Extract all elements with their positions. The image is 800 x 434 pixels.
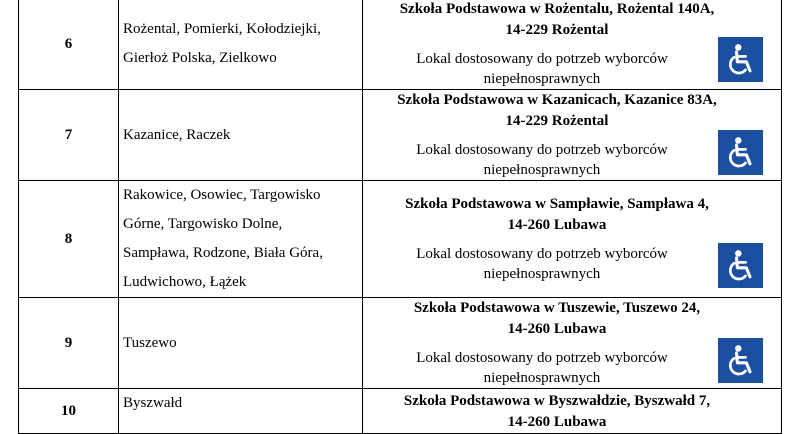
area-line: Rożental, Pomierki, Kołodziejki, [123, 21, 321, 37]
note-line: Lokal dostosowany do potrzeb wyborców [416, 350, 668, 366]
address-line: 14-229 Rożental [505, 113, 609, 129]
location-address [363, 389, 781, 433]
location-address [363, 0, 781, 41]
address-line: Szkoła Podstawowa w Byszwałdzie, Byszwałd 7, [403, 393, 711, 409]
district-area [119, 90, 363, 181]
table-row [19, 90, 782, 181]
table-row [19, 0, 782, 90]
district-area [119, 181, 363, 298]
note-line: niepełnosprawnych [483, 266, 601, 282]
district-number: 8 [19, 181, 119, 298]
area-line: Sampława, Rodzone, Biała Góra, [123, 245, 323, 261]
table-row [19, 298, 782, 389]
area-line: Tuszewo [123, 334, 177, 351]
area-line: Byszwałd [123, 395, 183, 411]
table-row [19, 181, 782, 298]
address-line: 14-260 Lubawa [507, 217, 607, 233]
note-line: niepełnosprawnych [483, 370, 601, 386]
note-line: niepełnosprawnych [483, 71, 601, 87]
district-area [119, 389, 363, 434]
address-line: 14-260 Lubawa [507, 321, 607, 337]
address-line: Szkoła Podstawowa w Kazanicach, Kazanice 83A, [397, 92, 717, 108]
address-line: Szkoła Podstawowa w Rożentalu, Rożental 140A, [399, 1, 715, 17]
wheelchair-accessible-icon [718, 243, 763, 288]
polling-stations-table [18, 0, 782, 434]
area-line: Gierłoż Polska, Zielkowo [123, 50, 277, 66]
table-row [19, 389, 782, 434]
polling-location [363, 90, 782, 181]
location-address [363, 194, 781, 236]
district-number: 10 [19, 389, 119, 434]
district-number: 6 [19, 0, 119, 90]
note-line: Lokal dostosowany do potrzeb wyborców [416, 142, 668, 158]
address-line: 14-260 Lubawa [507, 414, 607, 430]
district-number: 9 [19, 298, 119, 389]
address-line: 14-229 Rożental [505, 22, 609, 38]
location-address [363, 298, 781, 340]
wheelchair-accessible-icon [718, 37, 763, 82]
area-line: Ludwichowo, Łążek [123, 274, 247, 290]
note-line: niepełnosprawnych [483, 162, 601, 178]
district-area [119, 0, 363, 90]
polling-location [363, 298, 782, 389]
wheelchair-accessible-icon [718, 338, 763, 383]
polling-location [363, 0, 782, 90]
address-line: Szkoła Podstawowa w Sampławie, Sampława 4, [405, 196, 709, 212]
polling-location [363, 181, 782, 298]
location-address [363, 90, 781, 132]
area-line: Górne, Targowisko Dolne, [123, 216, 283, 232]
area-line: Rakowice, Osowiec, Targowisko [123, 187, 321, 203]
district-area [119, 298, 363, 389]
wheelchair-accessible-icon [718, 130, 763, 175]
address-line: Szkoła Podstawowa w Tuszewie, Tuszewo 24, [413, 300, 701, 316]
note-line: Lokal dostosowany do potrzeb wyborców [416, 246, 668, 262]
area-line: Kazanice, Raczek [123, 126, 231, 143]
district-number: 7 [19, 90, 119, 181]
note-line: Lokal dostosowany do potrzeb wyborców [416, 51, 668, 67]
polling-location [363, 389, 782, 434]
